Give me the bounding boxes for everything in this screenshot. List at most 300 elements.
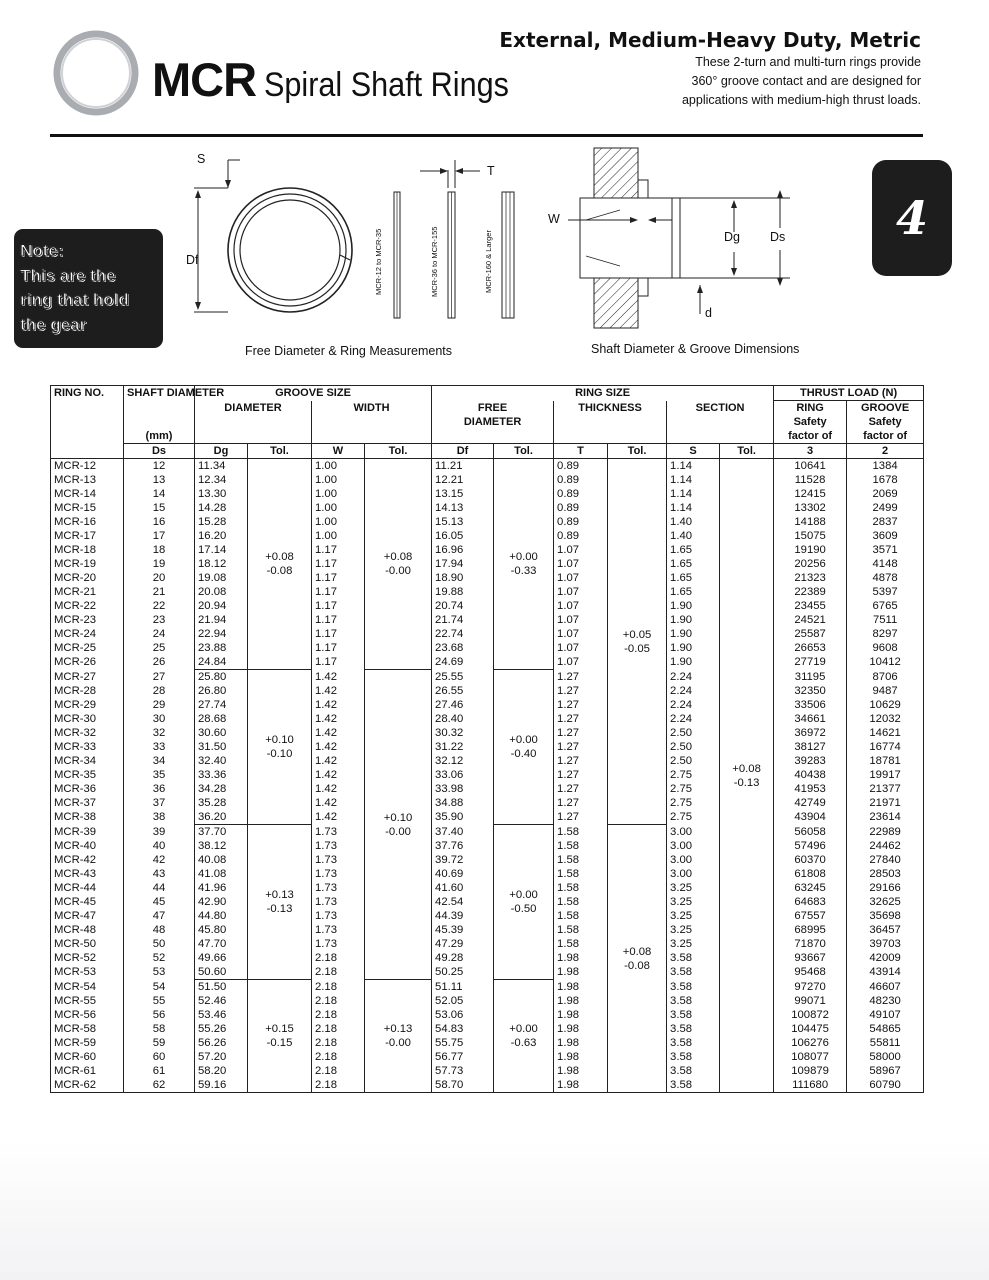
ring-number-cell: MCR-38 [51,810,124,825]
table-cell: 106276 [774,1036,847,1050]
subheader-cell: 2 [847,444,924,459]
table-row [51,670,924,685]
table-cell: 16 [124,515,195,529]
note-line: the gear [20,314,87,334]
table-cell: 4878 [847,571,924,585]
header-factor-of: factor of [847,429,924,444]
table-cell: 2.50 [667,740,720,754]
table-cell: 2.24 [667,698,720,712]
note-callout [14,229,163,348]
table-cell: 25 [124,641,195,655]
table-cell: 8706 [847,670,924,685]
table-cell: 1.58 [554,853,608,867]
table-cell: 25587 [774,627,847,641]
table-cell: 37.40 [432,825,494,840]
table-cell: 59.16 [195,1078,248,1093]
table-cell: 3.25 [667,881,720,895]
table-cell: 24 [124,627,195,641]
table-cell: 33506 [774,698,847,712]
table-cell: 1.42 [312,698,365,712]
table-cell: 54 [124,980,195,995]
table-cell: 15.28 [195,515,248,529]
table-cell: 23.68 [432,641,494,655]
table-cell: 2499 [847,501,924,515]
table-cell: 34661 [774,712,847,726]
table-cell: 1.73 [312,909,365,923]
ring-number-cell: MCR-20 [51,571,124,585]
table-cell: 62 [124,1078,195,1093]
table-cell: 40.69 [432,867,494,881]
table-row [51,585,924,599]
ring-number-cell: MCR-27 [51,670,124,685]
ring-number-cell: MCR-18 [51,543,124,557]
table-cell: 1.73 [312,825,365,840]
ring-number-cell: MCR-59 [51,1036,124,1050]
table-cell: 2069 [847,487,924,501]
ring-number-cell: MCR-35 [51,768,124,782]
table-cell: 42 [124,853,195,867]
tolerance-minus: -0.00 [385,565,411,577]
table-cell: 5397 [847,585,924,599]
table-cell: 35.28 [195,796,248,810]
table-cell: 27719 [774,655,847,670]
table-cell: 63245 [774,881,847,895]
table-cell: 109879 [774,1064,847,1078]
table-cell: 1.17 [312,599,365,613]
table-row [51,895,924,909]
table-cell: 1.90 [667,613,720,627]
tolerance-plus: +0.13 [265,889,294,901]
table-cell: 93667 [774,951,847,965]
table-cell: 23 [124,613,195,627]
table-cell: 1.42 [312,684,365,698]
table-cell: 49107 [847,1008,924,1022]
table-cell: 1.40 [667,529,720,543]
ring-logo-icon [52,28,140,116]
table-cell: 18.12 [195,557,248,571]
table-cell: 31.50 [195,740,248,754]
table-cell: 3.58 [667,965,720,980]
table-cell: 47.70 [195,937,248,951]
ring-number-cell: MCR-13 [51,473,124,487]
table-cell: 27.46 [432,698,494,712]
table-cell: 21 [124,585,195,599]
table-cell: 2.24 [667,712,720,726]
table-cell: 1.90 [667,655,720,670]
table-cell: 17.14 [195,543,248,557]
header-thickness: THICKNESS [554,401,667,444]
table-cell: 50 [124,937,195,951]
subheader-cell: 3 [774,444,847,459]
header-spacer [51,429,124,444]
subheader-cell: Tol. [720,444,774,459]
tolerance-cell [494,459,554,670]
table-cell: 1.14 [667,501,720,515]
table-cell: 39703 [847,937,924,951]
table-cell: 26.80 [195,684,248,698]
tolerance-minus: -0.13 [733,776,760,789]
table-cell: 58000 [847,1050,924,1064]
table-cell: 1.27 [554,768,608,782]
category-block [499,28,921,109]
table-cell: 1.98 [554,965,608,980]
header-spacer [124,401,195,430]
tolerance-cell [494,980,554,1093]
ring-number-cell: MCR-33 [51,740,124,754]
table-cell: 1.73 [312,923,365,937]
tolerance-plus: +0.00 [509,1023,538,1035]
table-cell: 1.73 [312,839,365,853]
table-body [51,459,924,1093]
table-cell: 32625 [847,895,924,909]
table-cell: 1.40 [667,515,720,529]
table-row [51,867,924,881]
subheader-cell: Tol. [365,444,432,459]
table-cell: 18 [124,543,195,557]
table-cell: 95468 [774,965,847,980]
table-row [51,557,924,571]
table-cell: 2.18 [312,994,365,1008]
table-cell: 21971 [847,796,924,810]
profile-label: MCR-160 & Larger [484,230,493,293]
table-row [51,909,924,923]
table-cell: 1.00 [312,487,365,501]
table-cell: 1.58 [554,867,608,881]
table-cell: 1.27 [554,684,608,698]
table-cell: 11528 [774,473,847,487]
table-cell: 40.08 [195,853,248,867]
header-groove-size: GROOVE SIZE [195,386,432,401]
table-cell: 22389 [774,585,847,599]
table-row [51,473,924,487]
ring-number-cell: MCR-34 [51,754,124,768]
table-cell: 1.27 [554,698,608,712]
ring-number-cell: MCR-56 [51,1008,124,1022]
table-cell: 12.21 [432,473,494,487]
table-cell: 1384 [847,459,924,474]
table-row [51,740,924,754]
table-cell: 40 [124,839,195,853]
subheader-cell: Df [432,444,494,459]
header-ring-no: RING NO. [51,386,124,430]
table-cell: 3609 [847,529,924,543]
dim-label-df: Df [186,253,199,267]
table-cell: 50.60 [195,965,248,980]
ring-number-cell: MCR-60 [51,1050,124,1064]
table-cell: 38127 [774,740,847,754]
table-cell: 40438 [774,768,847,782]
ring-number-cell: MCR-54 [51,980,124,995]
table-cell: 20256 [774,557,847,571]
table-cell: 7511 [847,613,924,627]
ring-number-cell: MCR-15 [51,501,124,515]
ring-number-cell: MCR-40 [51,839,124,853]
table-cell: 1.73 [312,853,365,867]
table-cell: 3.00 [667,853,720,867]
table-cell: 3.25 [667,923,720,937]
table-cell: 15.13 [432,515,494,529]
table-cell: 0.89 [554,515,608,529]
table-cell: 39.72 [432,853,494,867]
table-cell: 1.42 [312,740,365,754]
table-cell: 47.29 [432,937,494,951]
tolerance-plus: +0.08 [622,945,652,958]
table-cell: 11.34 [195,459,248,474]
table-cell: 8297 [847,627,924,641]
table-cell: 1.00 [312,515,365,529]
table-row [51,796,924,810]
tolerance-minus: -0.15 [266,1037,293,1049]
ring-number-cell: MCR-32 [51,726,124,740]
table-cell: 3.58 [667,1064,720,1078]
dim-label-s: S [197,152,206,166]
ring-number-cell: MCR-44 [51,881,124,895]
tolerance-minus: -0.50 [510,903,537,915]
brand-name: MCR [152,53,257,106]
table-row [51,1078,924,1093]
table-row [51,515,924,529]
table-cell: 2.18 [312,1008,365,1022]
tolerance-cell [248,459,312,670]
table-cell: 1.00 [312,459,365,474]
table-cell: 28.40 [432,712,494,726]
table-cell: 57.20 [195,1050,248,1064]
table-cell: 44.39 [432,909,494,923]
table-cell: 1.17 [312,571,365,585]
table-cell: 37.76 [432,839,494,853]
table-cell: 3.25 [667,937,720,951]
category-description-line: These 2-turn and multi-turn rings provide [695,55,921,69]
table-row [51,994,924,1008]
table-cell: 104475 [774,1022,847,1036]
table-cell: 1.58 [554,839,608,853]
product-title [152,52,536,107]
table-cell: 1.17 [312,613,365,627]
table-cell: 64683 [774,895,847,909]
table-cell: 23.88 [195,641,248,655]
table-cell: 2837 [847,515,924,529]
table-cell: 2.24 [667,684,720,698]
table-row [51,754,924,768]
tolerance-minus: -0.08 [624,959,650,972]
table-cell: 3.00 [667,825,720,840]
ring-number-cell: MCR-25 [51,641,124,655]
dim-label-t: T [487,164,495,178]
table-cell: 43 [124,867,195,881]
table-cell: 52.46 [195,994,248,1008]
ring-number-cell: MCR-43 [51,867,124,881]
table-cell: 1.07 [554,571,608,585]
table-cell: 16.05 [432,529,494,543]
table-cell: 13 [124,473,195,487]
table-cell: 1.27 [554,754,608,768]
dim-label-w: W [548,212,560,226]
tolerance-plus: +0.05 [622,628,652,641]
tolerance-minus: -0.05 [624,642,650,655]
table-cell: 1.98 [554,1078,608,1093]
table-cell: 41.60 [432,881,494,895]
table-cell: 35 [124,768,195,782]
table-cell: 1.58 [554,923,608,937]
tolerance-cell [365,459,432,670]
tolerance-plus: +0.08 [265,551,294,563]
category-title: External, Medium-Heavy Duty, Metric [499,28,921,52]
table-cell: 1.17 [312,585,365,599]
table-cell: 1.98 [554,951,608,965]
right-diagram-caption: Shaft Diameter & Groove Dimensions [591,342,800,356]
table-cell: 1.98 [554,994,608,1008]
table-cell: 10412 [847,655,924,670]
table-cell: 0.89 [554,529,608,543]
table-cell: 3.58 [667,951,720,965]
table-cell: 25.80 [195,670,248,685]
tolerance-cell [494,670,554,825]
table-cell: 51.50 [195,980,248,995]
header-shaft-label: SHAFT DIAMETER [124,386,195,401]
table-cell: 14.28 [195,501,248,515]
table-cell: 33.36 [195,768,248,782]
ring-number-cell: MCR-12 [51,459,124,474]
table-cell: 27840 [847,853,924,867]
table-cell: 58.70 [432,1078,494,1093]
table-cell: 20 [124,571,195,585]
table-header [51,386,924,459]
table-cell: 1.65 [667,543,720,557]
table-cell: 16.96 [432,543,494,557]
table-cell: 19.88 [432,585,494,599]
table-cell: 58967 [847,1064,924,1078]
category-description-line: 360° groove contact and are designed for [691,74,921,88]
table-cell: 24462 [847,839,924,853]
table-cell: 1.58 [554,937,608,951]
table-cell: 38.12 [195,839,248,853]
table-cell: 41.08 [195,867,248,881]
table-row [51,487,924,501]
table-cell: 15 [124,501,195,515]
table-cell: 1.42 [312,796,365,810]
table-cell: 2.75 [667,768,720,782]
table-cell: 43914 [847,965,924,980]
table-cell: 2.50 [667,754,720,768]
table-cell: 36.20 [195,810,248,825]
table-cell: 2.75 [667,782,720,796]
table-cell: 24.84 [195,655,248,670]
table-cell: 39283 [774,754,847,768]
table-cell: 1.58 [554,909,608,923]
tolerance-cell [608,825,667,1093]
subheader-cell: W [312,444,365,459]
table-row [51,839,924,853]
table-cell: 3.58 [667,1078,720,1093]
table-cell: 1.07 [554,641,608,655]
table-cell: 3.25 [667,895,720,909]
table-cell: 42.54 [432,895,494,909]
note-line: This are the [20,265,116,285]
table-cell: 24521 [774,613,847,627]
table-cell: 1.27 [554,782,608,796]
ring-number-cell: MCR-61 [51,1064,124,1078]
table-row [51,810,924,825]
table-cell: 1.00 [312,529,365,543]
table-cell: 1.42 [312,670,365,685]
table-cell: 33.06 [432,768,494,782]
table-cell: 2.18 [312,1078,365,1093]
table-cell: 28.68 [195,712,248,726]
section-tab: 4 [872,160,952,276]
table-cell: 60790 [847,1078,924,1093]
table-cell: 21323 [774,571,847,585]
table-cell: 1.07 [554,585,608,599]
table-cell: 35.90 [432,810,494,825]
table-cell: 3.58 [667,994,720,1008]
table-cell: 56 [124,1008,195,1022]
table-cell: 22989 [847,825,924,840]
table-cell: 10641 [774,459,847,474]
table-cell: 1.27 [554,670,608,685]
profile-label: MCR-36 to MCR-155 [430,226,439,297]
table-row [51,782,924,796]
tolerance-minus: -0.08 [266,565,293,577]
ring-number-cell: MCR-24 [51,627,124,641]
table-row [51,1022,924,1036]
table-cell: 42.90 [195,895,248,909]
table-cell: 53 [124,965,195,980]
header-groove-diameter: DIAMETER [195,401,312,444]
table-cell: 32 [124,726,195,740]
table-cell: 30.60 [195,726,248,740]
ring-number-cell: MCR-22 [51,599,124,613]
table-row [51,613,924,627]
table-cell: 48230 [847,994,924,1008]
ring-number-cell: MCR-23 [51,613,124,627]
table-cell: 1.65 [667,585,720,599]
table-cell: 16.20 [195,529,248,543]
table-cell: 58.20 [195,1064,248,1078]
table-cell: 2.18 [312,1036,365,1050]
tolerance-minus: -0.40 [510,748,537,760]
header-safety: Safety [847,415,924,429]
table-cell: 71870 [774,937,847,951]
table-cell: 21.94 [195,613,248,627]
table-cell: 52.05 [432,994,494,1008]
table-cell: 3.25 [667,909,720,923]
table-cell: 3.58 [667,1050,720,1064]
table-cell: 33 [124,740,195,754]
table-cell: 1.07 [554,599,608,613]
table-cell: 1.17 [312,655,365,670]
tolerance-cell [720,459,774,1093]
table-row [51,571,924,585]
table-cell: 108077 [774,1050,847,1064]
table-cell: 6765 [847,599,924,613]
table-cell: 23455 [774,599,847,613]
table-cell: 12.34 [195,473,248,487]
table-cell: 2.24 [667,670,720,685]
table-cell: 2.18 [312,965,365,980]
ring-number-cell: MCR-53 [51,965,124,980]
table-cell: 1.07 [554,557,608,571]
table-row [51,825,924,840]
table-cell: 17.94 [432,557,494,571]
header-mm: (mm) [124,429,195,444]
table-cell: 51.11 [432,980,494,995]
ring-number-cell: MCR-58 [51,1022,124,1036]
table-cell: 56.77 [432,1050,494,1064]
table-row [51,951,924,965]
table-cell: 1.98 [554,1050,608,1064]
table-cell: 55.26 [195,1022,248,1036]
table-row [51,1008,924,1022]
